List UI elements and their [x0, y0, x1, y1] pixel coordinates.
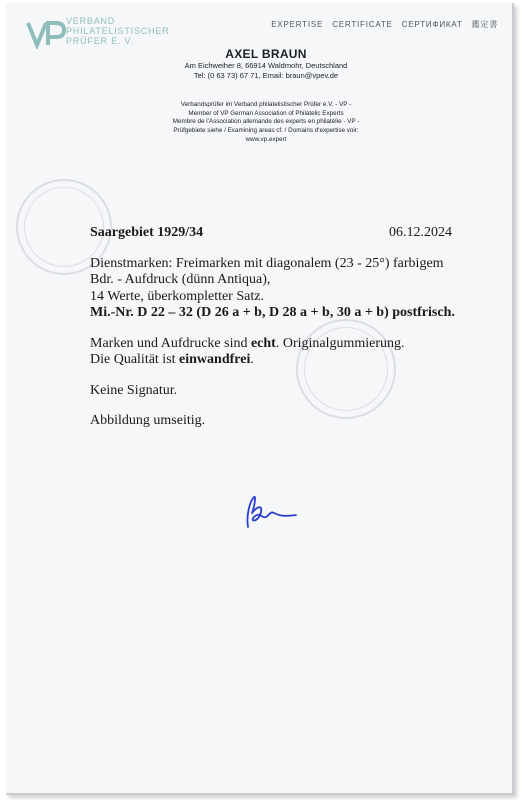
logo-line: VERBAND [66, 16, 116, 26]
certificate-sheet [6, 3, 514, 795]
association-url: www.vp.expert [245, 135, 287, 143]
logo-line: PRÜFER E. V. [66, 35, 134, 46]
catalog-number: Mi.-Nr. D 22 – 32 (D 26 a + b, D 28 a + b, 30 a + b) postfrisch. [90, 305, 455, 320]
certificate-body [90, 225, 510, 430]
certificate-date: 06.12.2024 [389, 225, 452, 240]
description-line: Dienstmarken: Freimarken mit diagonalem (23 - 25°) farbigem [90, 255, 444, 271]
certificate-label-strip [265, 19, 498, 30]
vp-logo-icon [26, 19, 66, 49]
association-line: Verbandsprüfer im Verband philatelistischer Prüfer e.V. - VP - [180, 101, 352, 108]
genuine-statement: Marken und Aufdrucke sind echt. Originalgummierung. [90, 335, 405, 351]
expert-contact: Tel: (0 63 73) 67 71, Email: braun@vpev.de [193, 71, 339, 80]
label-certificate-ru: СЕРТИФИКАТ [401, 20, 463, 29]
label-certificate-jp: 鑑定書 [471, 20, 498, 29]
image-note: Abbildung umseitig. [90, 413, 206, 428]
association-line: Prüfgebiete siehe / Examining areas cf. / Domains d'expertise voir: [173, 127, 359, 135]
association-line: Membre de l'Association allemande des experts en philatélie - VP - [172, 118, 360, 126]
association-block [116, 101, 416, 145]
subject-title: Saargebiet 1929/34 [90, 225, 204, 240]
logo-line: PHILATELISTISCHER [66, 25, 170, 36]
expert-name: AXEL BRAUN [225, 47, 307, 61]
handwritten-signature [240, 491, 300, 531]
description-line: 14 Werte, überkompletter Satz. [90, 288, 264, 304]
expert-header [146, 47, 386, 81]
expert-address: Am Eichweiher 8, 66914 Waldmohr, Deutschland [184, 61, 348, 70]
description-line: Bdr. - Aufdruck (dünn Antiqua), [90, 272, 271, 287]
association-line: Member of VP German Association of Philatelic Experts [188, 109, 344, 117]
logo-wordmark [66, 17, 206, 46]
quality-statement: Die Qualität ist einwandfrei. [90, 352, 254, 367]
subject-row [90, 225, 452, 242]
label-expertise: EXPERTISE [271, 20, 324, 29]
signature-note: Keine Signatur. [90, 382, 178, 398]
label-certificate: CERTIFICATE [332, 20, 393, 29]
